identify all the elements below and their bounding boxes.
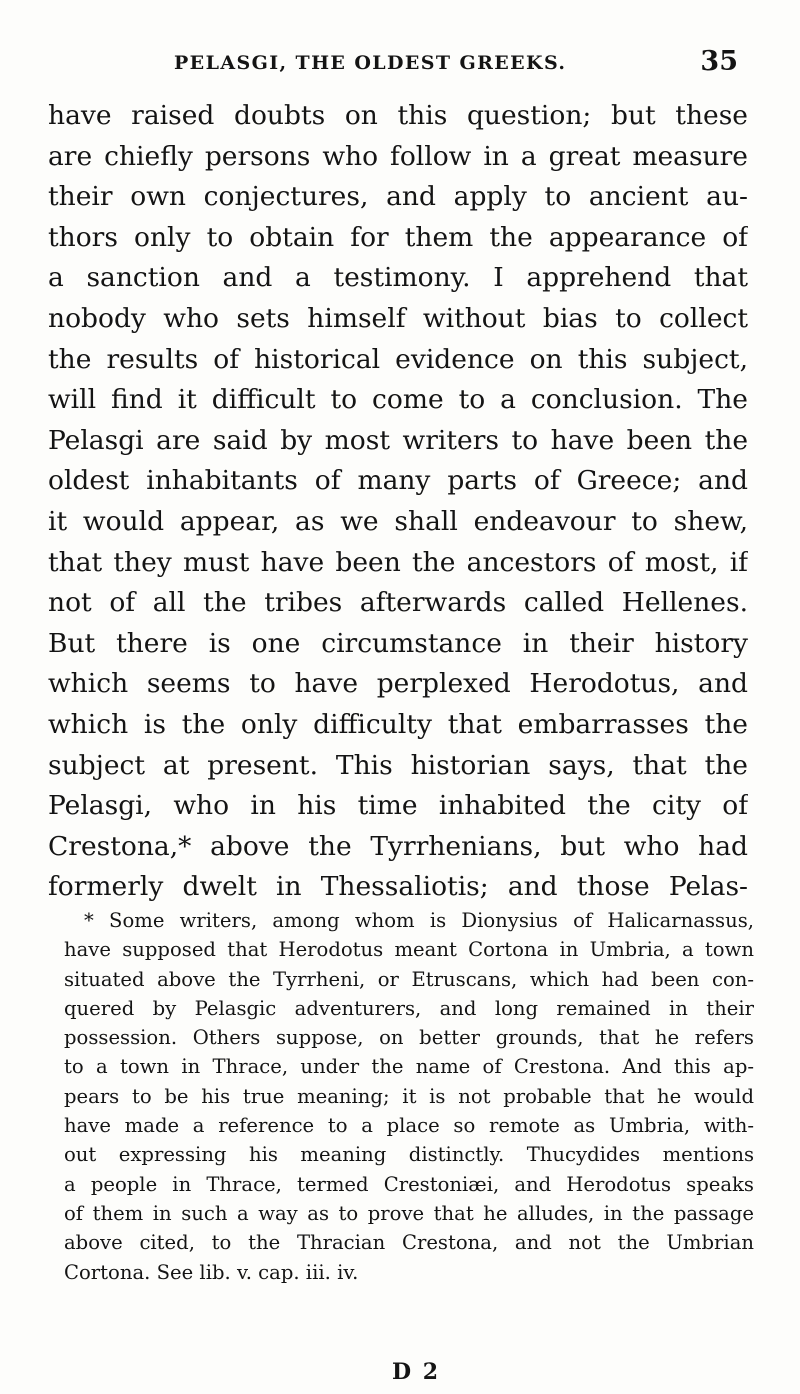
body-line: thors only to obtain for them the appearance of — [48, 221, 748, 253]
body-line: nobody who sets himself without bias to collect — [48, 302, 748, 334]
body-text — [48, 96, 748, 908]
footnote-line: Cortona. See lib. v. cap. iii. iv. — [64, 1260, 359, 1284]
footnote-line: to a town in Thrace, under the name of Crestona. And this ap- — [64, 1055, 754, 1079]
footnote-line: pears to be his true meaning; it is not probable that he would — [64, 1084, 754, 1108]
body-line: it would appear, as we shall endeavour to shew, — [48, 505, 748, 537]
footnote-line: * Some writers, among whom is Dionysius of Halicarnassus, — [84, 909, 754, 932]
footnote-line: possession. Others suppose, on better grounds, that he refers — [64, 1026, 754, 1050]
footnote-line: situated above the Tyrrheni, or Etruscans, which had been con- — [64, 967, 754, 991]
footnote — [64, 906, 754, 1287]
running-title: PELASGI, THE OLDEST GREEKS. — [174, 52, 567, 74]
footnote-line: have made a reference to a place so remote as Umbria, with- — [64, 1114, 754, 1138]
body-line: formerly dwelt in Thessaliotis; and those Pelas- — [48, 871, 748, 903]
body-line: a sanction and a testimony. I apprehend that — [48, 262, 748, 294]
body-line: But there is one circumstance in their history — [48, 627, 748, 659]
body-line: have raised doubts on this question; but these — [48, 100, 748, 131]
body-line: Pelasgi, who in his time inhabited the city of — [48, 790, 748, 822]
body-line: Pelasgi are said by most writers to have been the — [48, 424, 748, 456]
footnote-line: have supposed that Herodotus meant Cortona in Umbria, a town — [64, 938, 754, 962]
body-line: subject at present. This historian says, that the — [48, 749, 748, 781]
footnote-line: a people in Thrace, termed Crestoniæi, and Herodotus speaks — [64, 1172, 754, 1196]
body-line: Crestona,* above the Tyrrhenians, but who had — [48, 830, 748, 862]
body-line: the results of historical evidence on this subject, — [48, 343, 748, 375]
footnote-line: out expressing his meaning distinctly. Thucydides mentions — [64, 1143, 754, 1167]
body-line: not of all the tribes afterwards called Hellenes. — [48, 587, 748, 619]
footnote-line: of them in such a way as to prove that he alludes, in the passage — [64, 1201, 754, 1225]
footnote-line: quered by Pelasgic adventurers, and long remained in their — [64, 996, 754, 1020]
body-line: which is the only difficulty that embarrasses the — [48, 708, 748, 740]
page-number: 35 — [700, 46, 738, 77]
body-line: are chiefly persons who follow in a great measure — [48, 140, 748, 172]
body-line: which seems to have perplexed Herodotus, and — [48, 668, 748, 700]
body-line: will find it difficult to come to a conclusion. The — [48, 384, 748, 416]
body-line: oldest inhabitants of many parts of Greece; and — [48, 465, 748, 497]
signature-mark: D 2 — [392, 1359, 441, 1385]
footnote-line: above cited, to the Thracian Crestona, and not the Umbrian — [64, 1231, 754, 1255]
body-line: that they must have been the ancestors of most, if — [48, 546, 748, 578]
running-head — [48, 46, 748, 78]
body-line: their own conjectures, and apply to ancient au- — [48, 181, 748, 213]
